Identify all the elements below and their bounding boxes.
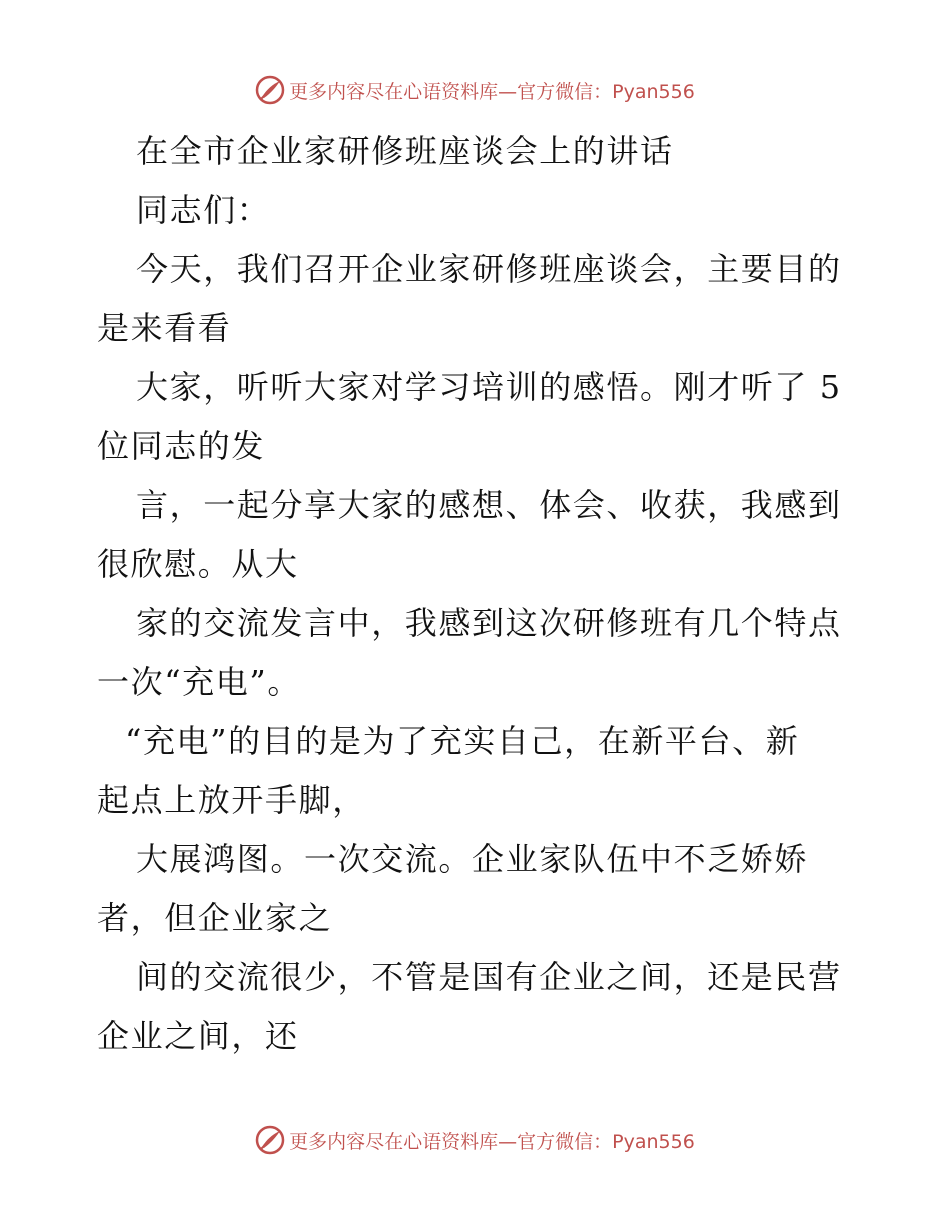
feather-pen-logo-icon bbox=[255, 75, 285, 105]
paragraph-line: “充电”的目的是为了充实自己，在新平台、新 bbox=[125, 722, 800, 760]
paragraph-line: 大家，听听大家对学习培训的感悟。刚才听了 5 bbox=[136, 368, 842, 406]
paragraph-line: 起点上放开手脚， bbox=[97, 781, 366, 819]
feather-pen-logo-icon bbox=[255, 1125, 285, 1155]
document-body bbox=[97, 122, 857, 1066]
footer-watermark bbox=[0, 1120, 950, 1160]
header-watermark bbox=[0, 70, 950, 110]
greeting: 同志们： bbox=[136, 191, 271, 229]
paragraph-line: 今天，我们召开企业家研修班座谈会，主要目的 bbox=[136, 250, 842, 288]
paragraph-line: 者，但企业家之 bbox=[97, 899, 333, 937]
paragraph-line: 很欣慰。从大 bbox=[97, 545, 299, 583]
paragraph-line: 是来看看 bbox=[97, 309, 232, 347]
watermark-text: 更多内容尽在心语资料库—官方微信：Pyan556 bbox=[289, 80, 695, 103]
paragraph-line: 言，一起分享大家的感想、体会、收获，我感到 bbox=[136, 486, 842, 524]
paragraph-line: 大展鸿图。一次交流。企业家队伍中不乏娇娇 bbox=[136, 840, 809, 878]
watermark-text: 更多内容尽在心语资料库—官方微信：Pyan556 bbox=[289, 1130, 695, 1153]
paragraph-line: 位同志的发 bbox=[97, 427, 266, 465]
paragraph-line: 一次“充电”。 bbox=[97, 663, 301, 701]
paragraph-line: 间的交流很少，不管是国有企业之间，还是民营 bbox=[136, 958, 842, 996]
document-title: 在全市企业家研修班座谈会上的讲话 bbox=[136, 132, 674, 170]
paragraph-line: 家的交流发言中，我感到这次研修班有几个特点 bbox=[136, 604, 842, 642]
paragraph-line: 企业之间，还 bbox=[97, 1017, 299, 1055]
